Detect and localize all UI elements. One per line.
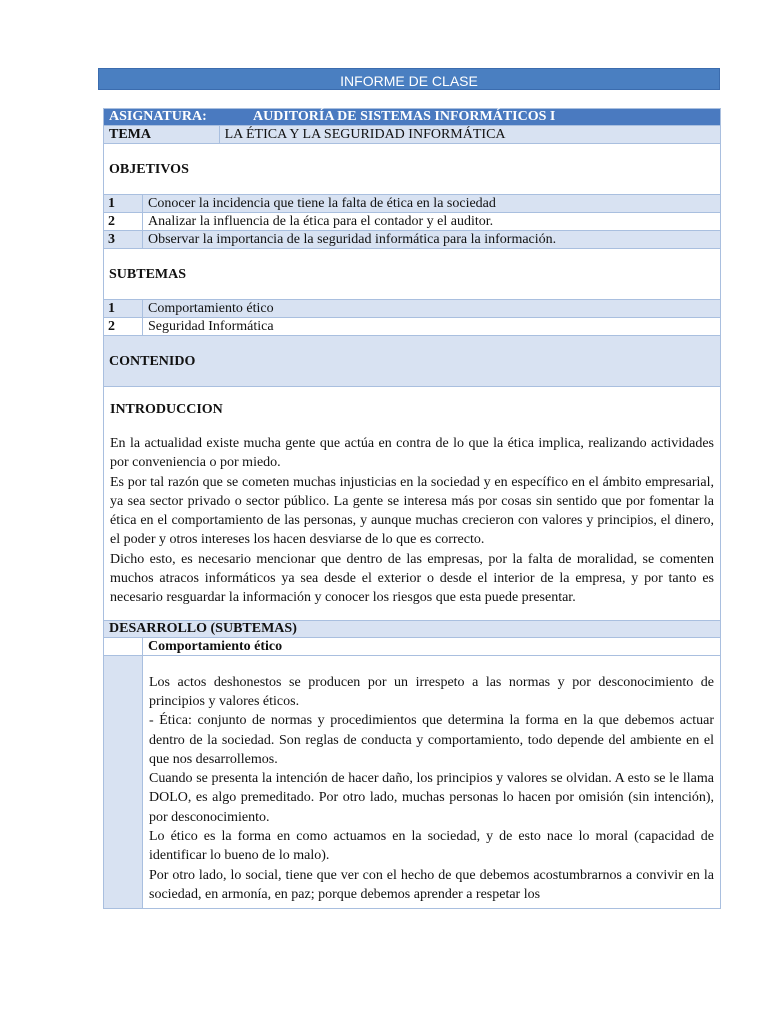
development-paragraph: Cuando se presenta la intención de hacer daño, los principios y valores se olvidan. A esto se le llama DOLO, es algo premeditado. Por otro lado, muchas personas lo hacen por omisión (sin intención), por desconocimiento.: [149, 771, 714, 825]
development-heading-row: [104, 620, 721, 637]
objective-text: Analizar la influencia de la ética para el contador y el auditor.: [143, 213, 721, 231]
subject-label: ASIGNATURA:: [109, 109, 207, 124]
introduction-cell: [104, 387, 721, 621]
development-paragraph: Los actos deshonestos se producen por un irrespeto a las normas y por desconocimiento de principios y valores éticos.: [149, 674, 714, 709]
objectives-heading-row: [104, 144, 721, 195]
introduction-heading: INTRODUCCION: [110, 402, 223, 417]
development-subheading-row: [104, 637, 721, 655]
development-paragraph: - Ética: conjunto de normas y procedimientos que determina la forma en la que debemos actuar dentro de la sociedad. Son reglas de conducta y comportamiento, todo depende del ambiente en el que nos desarrollemos.: [149, 713, 714, 767]
subject-row: [104, 109, 721, 126]
report-table: [103, 108, 721, 909]
report-title: INFORME DE CLASE: [340, 73, 478, 89]
objective-row: [104, 213, 721, 231]
introduction-row: [104, 387, 721, 621]
objective-row: [104, 231, 721, 249]
development-indent-cell: [104, 637, 143, 655]
subtopic-text: Comportamiento ético: [143, 300, 721, 318]
introduction-paragraph: Es por tal razón que se cometen muchas injusticias en la sociedad y en específico en el ámbito empresarial, ya sea sector privado o sector público. La gente se interesa más por cosas sin sentido que por fomentar la ética en el comportamiento de las personas, y aunque muchas crecieron con valores y principios, el dinero, el poder y otros intereses los hacen desviarse de lo que es correcto.: [110, 474, 714, 548]
objective-number: 3: [104, 231, 143, 249]
objective-number: 2: [104, 213, 143, 231]
objective-number: 1: [104, 195, 143, 213]
objective-text: Observar la importancia de la seguridad informática para la información.: [143, 231, 721, 249]
development-indent-cell: [104, 655, 143, 909]
subtopics-heading: SUBTEMAS: [104, 249, 721, 300]
subtopic-number: 1: [104, 300, 143, 318]
development-paragraph: Por otro lado, lo social, tiene que ver con el hecho de que debemos acostumbrarnos a convivir en la sociedad, en armonía, en paz; porque debemos aprender a respetar los: [149, 867, 714, 902]
introduction-paragraph: En la actualidad existe mucha gente que actúa en contra de lo que la ética implica, realizando actividades por conveniencia o por miedo.: [110, 436, 714, 471]
introduction-paragraph: Dicho esto, es necesario mencionar que dentro de las empresas, por la falta de moralidad, se comenten muchos atracos informáticos ya sea desde el exterior o desde el interior de la empresa, y por tanto es necesario resguardar la información y conocer los riesgos que esta puede presentar.: [110, 551, 714, 606]
objectives-heading: OBJETIVOS: [104, 144, 721, 195]
subtopic-row: [104, 318, 721, 336]
subject-cell: [104, 109, 721, 126]
subject-value: AUDITORÍA DE SISTEMAS INFORMÁTICOS I: [253, 109, 556, 124]
objective-text: Conocer la incidencia que tiene la falta de ética en la sociedad: [143, 195, 721, 213]
subtopics-heading-row: [104, 249, 721, 300]
development-body-cell: [143, 655, 721, 909]
topic-row: [104, 126, 721, 144]
development-subheading: Comportamiento ético: [143, 637, 721, 655]
development-heading: DESARROLLO (SUBTEMAS): [104, 620, 721, 637]
subtopic-text: Seguridad Informática: [143, 318, 721, 336]
report-title-bar: [98, 68, 720, 90]
content-heading-row: [104, 336, 721, 387]
topic-value: LA ÉTICA Y LA SEGURIDAD INFORMÁTICA: [219, 126, 720, 144]
development-body-row: [104, 655, 721, 909]
content-heading: CONTENIDO: [104, 336, 721, 387]
subtopic-row: [104, 300, 721, 318]
topic-label: TEMA: [104, 126, 220, 144]
development-paragraph: Lo ético es la forma en como actuamos en la sociedad, y de esto nace lo moral (capacidad de identificar lo bueno de lo malo).: [149, 829, 714, 864]
subtopic-number: 2: [104, 318, 143, 336]
objective-row: [104, 195, 721, 213]
